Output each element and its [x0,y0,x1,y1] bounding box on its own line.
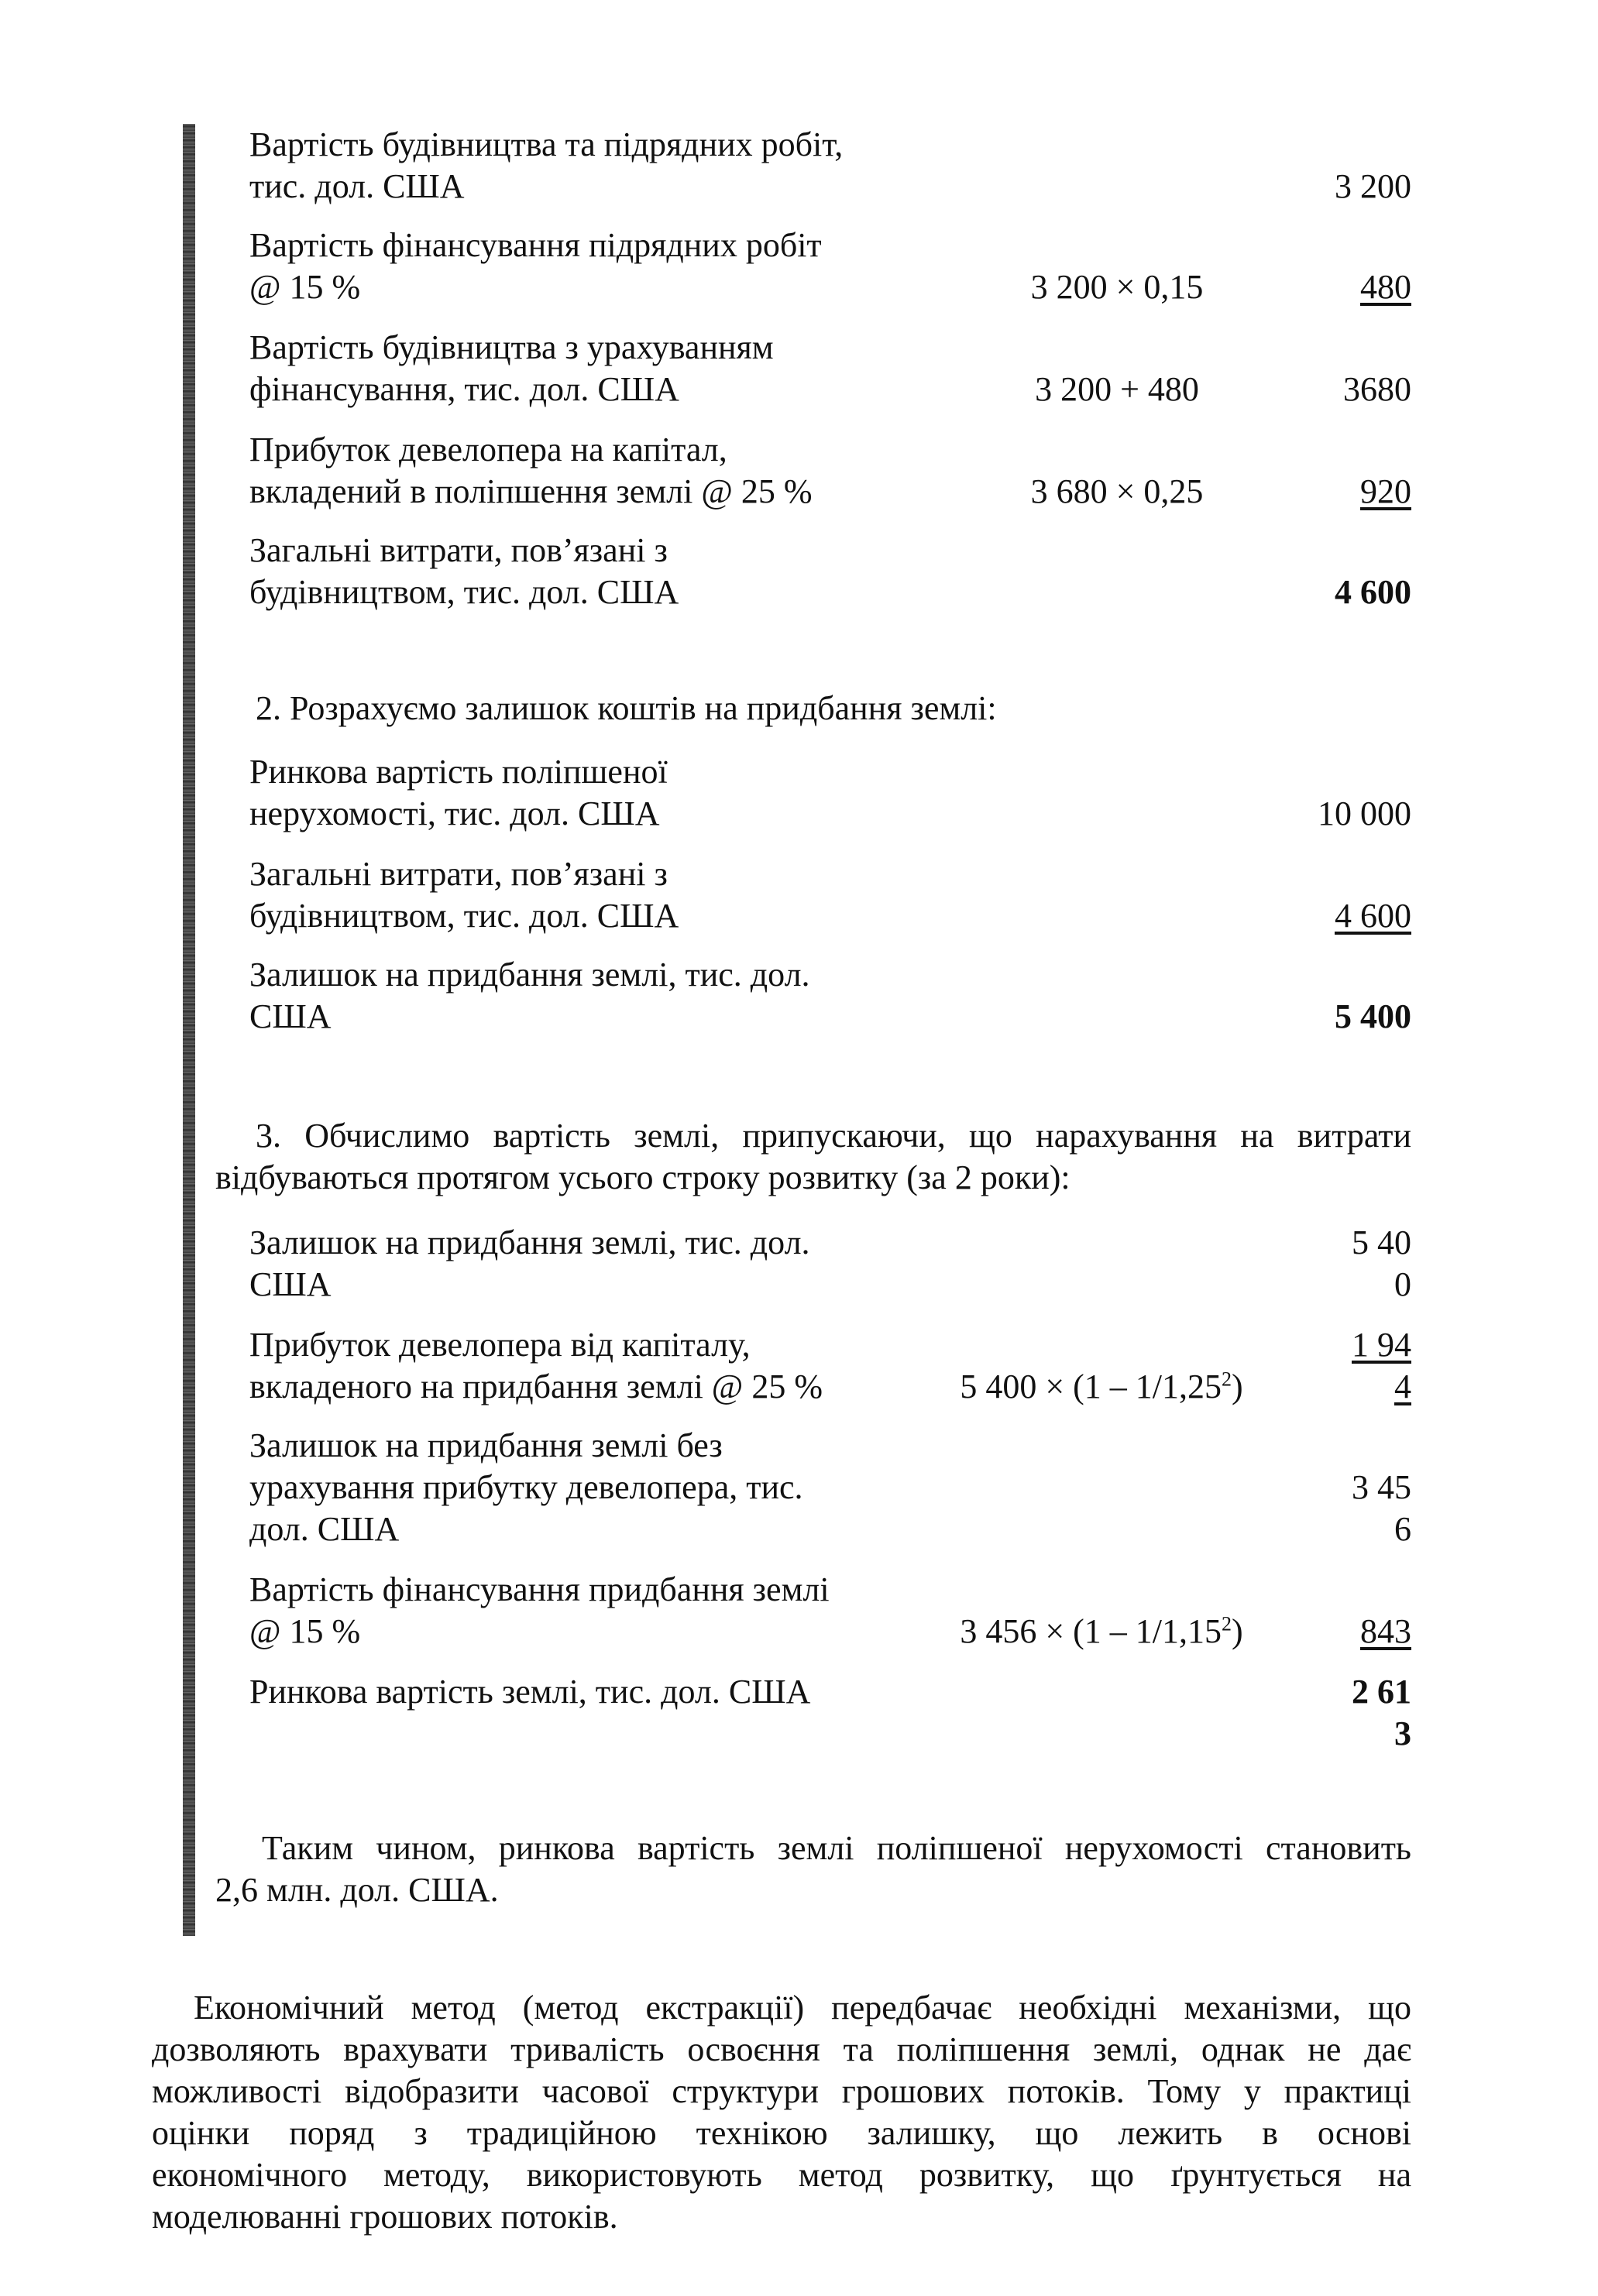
paragraph-line: дозволяють врахувати тривалість освоєння та поліпшення землі, однак не дає [152,2030,1411,2068]
section-heading: 2. Розрахуємо залишок коштів на придбання землі: [256,689,997,727]
row-value: 3 200 [1335,167,1411,205]
paragraph-line: оцінки поряд з традиційною технікою залишку, що лежить в основі [152,2114,1411,2152]
row-label: Вартість фінансування підрядних робіт @ 15 % [249,226,822,306]
row-label: Прибуток девелопера на капітал, вкладений в поліпшення землі @ 25 % [249,431,813,510]
row-label: Загальні витрати, пов’язані з будівництвом, тис. дол. США [249,531,679,611]
row-calculation: 3 200 + 480 [1035,370,1199,408]
row-value: 1 94 4 [1352,1326,1411,1405]
row-value: 4 600 [1335,573,1411,611]
conclusion-text: Таким чином, ринкова вартість землі поліпшеної нерухомості становить [262,1829,1411,1867]
paragraph-line: моделюванні грошових потоків. [152,2198,618,2236]
row-value: 480 [1360,268,1411,306]
left-margin-bar [183,124,195,1936]
row-value: 3680 [1343,370,1411,408]
row-label: Вартість будівництва з урахуванням фінансування, тис. дол. США [249,328,774,408]
row-value: 10 000 [1318,795,1411,832]
row-label: Прибуток девелопера від капіталу, вкладеного на придбання землі @ 25 % [249,1326,823,1405]
row-value: 843 [1360,1612,1411,1650]
paragraph-line: економічного методу, використовують метод розвитку, що ґрунтується на [152,2156,1411,2194]
row-calculation: 3 200 × 0,15 [1030,268,1204,306]
body-paragraph [152,1987,1411,2238]
row-label: Залишок на придбання землі без урахування прибутку девелопера, тис. дол. США [249,1426,803,1548]
conclusion-text-continued: 2,6 млн. дол. США. [215,1871,499,1909]
row-value: 3 45 6 [1352,1468,1411,1548]
row-value: 5 400 [1335,997,1411,1035]
paragraph-line: Економічний метод (метод екстракції) передбачає необхідні механізми, що [194,1989,1411,2027]
section-heading: 3. Обчислимо вартість землі, припускаючи, що нарахування на витрати [256,1117,1411,1155]
row-value: 5 40 0 [1352,1224,1411,1303]
row-label: Вартість будівництва та підрядних робіт, тис. дол. США [249,125,844,205]
row-value: 4 600 [1335,897,1411,935]
row-label: Ринкова вартість землі, тис. дол. США [249,1673,811,1711]
row-calculation: 3 680 × 0,25 [1030,472,1204,510]
row-label: Ринкова вартість поліпшеної нерухомості, тис. дол. США [249,753,668,832]
row-calculation: 5 400 × (1 – 1/1,25$^2$) [960,1368,1243,1405]
section-heading-continued: відбуваються протягом усього строку розвитку (за 2 роки): [215,1158,1070,1196]
row-value: 2 61 3 [1352,1673,1411,1752]
row-label: Залишок на придбання землі, тис. дол. США [249,1224,810,1303]
row-label: Загальні витрати, пов’язані з будівництвом, тис. дол. США [249,855,679,935]
row-value: 920 [1360,472,1411,510]
row-calculation: 3 456 × (1 – 1/1,15$^2$) [960,1612,1243,1650]
paragraph-line: можливості відобразити часової структури грошових потоків. Тому у практиці [152,2072,1411,2110]
row-label: Вартість фінансування придбання землі @ 15 % [249,1570,830,1650]
row-label: Залишок на придбання землі, тис. дол. США [249,956,810,1035]
